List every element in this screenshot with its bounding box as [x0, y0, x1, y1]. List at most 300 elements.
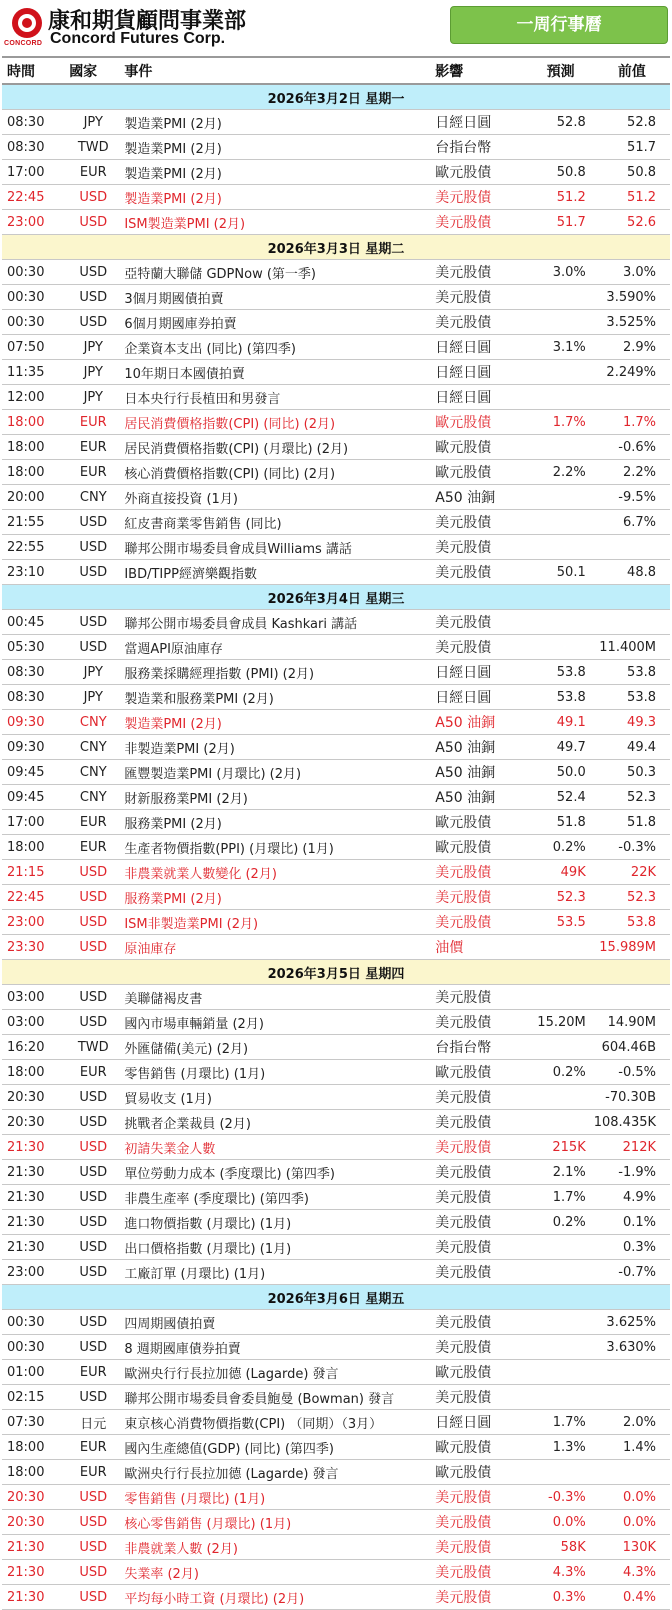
event-row: [2, 1485, 670, 1510]
event-name: 居民消費價格指數(CPI) (同比) (2月): [121, 410, 435, 435]
event-forecast: 0.2%: [528, 835, 594, 860]
event-market: 美元股債: [435, 1585, 527, 1610]
event-time: 08:30: [2, 660, 65, 685]
event-previous: 52.8: [594, 110, 670, 135]
event-country: USD: [65, 285, 121, 310]
event-forecast: [528, 1460, 594, 1485]
event-time: 20:30: [2, 1085, 65, 1110]
event-row: [2, 1010, 670, 1035]
event-market: 美元股債: [435, 1110, 527, 1135]
event-country: CNY: [65, 735, 121, 760]
event-market: 美元股債: [435, 1560, 527, 1585]
event-time: 21:15: [2, 860, 65, 885]
event-time: 21:30: [2, 1235, 65, 1260]
event-name: 四周期國債拍賣: [121, 1310, 435, 1335]
event-previous: 51.8: [594, 810, 670, 835]
event-time: 08:30: [2, 135, 65, 160]
event-time: 18:00: [2, 1060, 65, 1085]
day-label: 2026年3月4日 星期三: [2, 585, 670, 610]
company-name-en: Concord Futures Corp.: [50, 30, 226, 47]
col-header-time: 時間: [2, 57, 65, 84]
event-market: 美元股債: [435, 985, 527, 1010]
event-time: 00:30: [2, 285, 65, 310]
event-market: 歐元股債: [435, 160, 527, 185]
event-market: 美元股債: [435, 1135, 527, 1160]
event-time: 21:30: [2, 1135, 65, 1160]
event-time: 05:30: [2, 635, 65, 660]
event-country: USD: [65, 310, 121, 335]
event-country: CNY: [65, 710, 121, 735]
event-market: 美元股債: [435, 1010, 527, 1035]
event-market: 美元股債: [435, 910, 527, 935]
event-previous: 22K: [594, 860, 670, 885]
event-row: [2, 1135, 670, 1160]
event-time: 20:30: [2, 1485, 65, 1510]
event-forecast: [528, 1110, 594, 1135]
event-row: [2, 735, 670, 760]
event-row: [2, 635, 670, 660]
event-row: [2, 185, 670, 210]
event-previous: -0.3%: [594, 835, 670, 860]
event-name: 外匯儲備(美元) (2月): [121, 1035, 435, 1060]
event-forecast: 50.8: [528, 160, 594, 185]
event-previous: [594, 535, 670, 560]
event-row: [2, 935, 670, 960]
event-forecast: [528, 1310, 594, 1335]
event-row: [2, 360, 670, 385]
event-market: A50 油銅: [435, 785, 527, 810]
event-market: 歐元股債: [435, 1060, 527, 1085]
event-name: 工廠訂單 (月環比) (1月): [121, 1260, 435, 1285]
event-forecast: 49.1: [528, 710, 594, 735]
event-market: 美元股債: [435, 535, 527, 560]
event-forecast: [528, 1360, 594, 1385]
event-market: 美元股債: [435, 1210, 527, 1235]
event-forecast: [528, 310, 594, 335]
event-market: 美元股債: [435, 1310, 527, 1335]
event-time: 03:00: [2, 1010, 65, 1035]
event-country: USD: [65, 910, 121, 935]
event-forecast: 4.3%: [528, 1560, 594, 1585]
event-row: [2, 1410, 670, 1435]
event-time: 00:30: [2, 1335, 65, 1360]
event-forecast: 58K: [528, 1535, 594, 1560]
event-time: 08:30: [2, 685, 65, 710]
event-name: 生產者物價指數(PPI) (月環比) (1月): [121, 835, 435, 860]
event-forecast: [528, 610, 594, 635]
event-previous: 4.9%: [594, 1185, 670, 1210]
event-name: 企業資本支出 (同比) (第四季): [121, 335, 435, 360]
event-row: [2, 1310, 670, 1335]
event-time: 00:30: [2, 260, 65, 285]
event-name: 3個月期國債拍賣: [121, 285, 435, 310]
event-country: USD: [65, 1260, 121, 1285]
event-previous: [594, 385, 670, 410]
event-name: 核心消費價格指數(CPI) (同比) (2月): [121, 460, 435, 485]
event-previous: -9.5%: [594, 485, 670, 510]
event-country: TWD: [65, 1035, 121, 1060]
event-time: 21:55: [2, 510, 65, 535]
event-time: 11:35: [2, 360, 65, 385]
event-market: 美元股債: [435, 1160, 527, 1185]
event-previous: 0.4%: [594, 1585, 670, 1610]
event-forecast: 0.2%: [528, 1060, 594, 1085]
event-country: EUR: [65, 460, 121, 485]
event-country: USD: [65, 1210, 121, 1235]
event-previous: 3.625%: [594, 1310, 670, 1335]
day-label: 2026年3月6日 星期五: [2, 1285, 670, 1310]
event-market: 美元股債: [435, 1485, 527, 1510]
event-forecast: 53.8: [528, 660, 594, 685]
event-forecast: 1.7%: [528, 1185, 594, 1210]
event-name: 聯邦公開市場委員會成員 Kashkari 講話: [121, 610, 435, 635]
event-forecast: [528, 385, 594, 410]
event-market: A50 油銅: [435, 710, 527, 735]
event-row: [2, 1035, 670, 1060]
event-time: 09:45: [2, 760, 65, 785]
event-country: USD: [65, 1010, 121, 1035]
event-market: A50 油銅: [435, 760, 527, 785]
event-name: 外商直接投資 (1月): [121, 485, 435, 510]
event-row: [2, 860, 670, 885]
event-country: USD: [65, 560, 121, 585]
event-market: 美元股債: [435, 1260, 527, 1285]
event-name: 非農業就業人數變化 (2月): [121, 860, 435, 885]
event-name: ISM製造業PMI (2月): [121, 210, 435, 235]
event-time: 20:30: [2, 1510, 65, 1535]
event-country: USD: [65, 1310, 121, 1335]
event-country: EUR: [65, 435, 121, 460]
event-time: 23:10: [2, 560, 65, 585]
event-country: EUR: [65, 810, 121, 835]
event-forecast: 1.3%: [528, 1435, 594, 1460]
event-country: USD: [65, 1160, 121, 1185]
event-market: 歐元股債: [435, 1435, 527, 1460]
event-name: 紅皮書商業零售銷售 (同比): [121, 510, 435, 535]
col-header-event: 事件: [121, 57, 435, 84]
event-country: EUR: [65, 1460, 121, 1485]
event-previous: 50.3: [594, 760, 670, 785]
event-forecast: 51.8: [528, 810, 594, 835]
event-row: [2, 110, 670, 135]
event-time: 22:55: [2, 535, 65, 560]
event-name: 服務業PMI (2月): [121, 885, 435, 910]
event-row: [2, 535, 670, 560]
event-country: USD: [65, 1085, 121, 1110]
event-row: [2, 510, 670, 535]
event-market: 台指台幣: [435, 1035, 527, 1060]
event-previous: 53.8: [594, 660, 670, 685]
event-forecast: -0.3%: [528, 1485, 594, 1510]
event-name: 零售銷售 (月環比) (1月): [121, 1485, 435, 1510]
event-country: USD: [65, 535, 121, 560]
event-market: 美元股債: [435, 860, 527, 885]
event-time: 09:30: [2, 735, 65, 760]
event-previous: 0.3%: [594, 1235, 670, 1260]
event-market: 日經日圓: [435, 1410, 527, 1435]
event-previous: -0.5%: [594, 1060, 670, 1085]
event-row: [2, 560, 670, 585]
event-market: 日經日圓: [435, 660, 527, 685]
event-name: 服務業採購經理指數 (PMI) (2月): [121, 660, 435, 685]
event-name: 製造業PMI (2月): [121, 710, 435, 735]
event-forecast: 50.0: [528, 760, 594, 785]
event-country: CNY: [65, 760, 121, 785]
event-country: EUR: [65, 160, 121, 185]
event-name: 聯邦公開市場委員會成員Williams 講話: [121, 535, 435, 560]
event-row: [2, 610, 670, 635]
event-market: 歐元股債: [435, 460, 527, 485]
event-market: 美元股債: [435, 1185, 527, 1210]
event-country: USD: [65, 610, 121, 635]
page-header: [0, 0, 672, 55]
event-row: [2, 1260, 670, 1285]
event-previous: -0.6%: [594, 435, 670, 460]
event-previous: 1.4%: [594, 1435, 670, 1460]
event-previous: [594, 610, 670, 635]
event-name: 製造業PMI (2月): [121, 135, 435, 160]
event-name: 居民消費價格指數(CPI) (月環比) (2月): [121, 435, 435, 460]
event-forecast: 215K: [528, 1135, 594, 1160]
event-country: JPY: [65, 360, 121, 385]
event-row: [2, 910, 670, 935]
event-name: 匯豐製造業PMI (月環比) (2月): [121, 760, 435, 785]
event-market: 歐元股債: [435, 410, 527, 435]
event-forecast: [528, 1235, 594, 1260]
event-market: 美元股債: [435, 560, 527, 585]
event-country: USD: [65, 935, 121, 960]
event-country: USD: [65, 510, 121, 535]
event-time: 00:30: [2, 310, 65, 335]
event-forecast: 1.7%: [528, 410, 594, 435]
event-time: 09:45: [2, 785, 65, 810]
event-time: 20:00: [2, 485, 65, 510]
event-previous: 52.6: [594, 210, 670, 235]
event-name: 製造業PMI (2月): [121, 160, 435, 185]
event-country: USD: [65, 210, 121, 235]
event-row: [2, 885, 670, 910]
event-time: 07:30: [2, 1410, 65, 1435]
event-previous: 51.2: [594, 185, 670, 210]
event-country: USD: [65, 635, 121, 660]
event-time: 12:00: [2, 385, 65, 410]
event-market: A50 油銅: [435, 735, 527, 760]
event-country: USD: [65, 1585, 121, 1610]
event-market: 美元股債: [435, 1235, 527, 1260]
event-time: 23:00: [2, 210, 65, 235]
event-country: EUR: [65, 1435, 121, 1460]
event-forecast: 3.0%: [528, 260, 594, 285]
event-name: 核心零售銷售 (月環比) (1月): [121, 1510, 435, 1535]
event-row: [2, 1360, 670, 1385]
event-previous: 3.590%: [594, 285, 670, 310]
event-name: 日本央行行長植田和男發言: [121, 385, 435, 410]
event-time: 22:45: [2, 185, 65, 210]
event-previous: 1.7%: [594, 410, 670, 435]
calendar-body: [2, 84, 670, 1610]
event-row: [2, 460, 670, 485]
event-name: 6個月期國庫券拍賣: [121, 310, 435, 335]
event-previous: 53.8: [594, 910, 670, 935]
event-forecast: 52.3: [528, 885, 594, 910]
event-forecast: 3.1%: [528, 335, 594, 360]
event-forecast: [528, 635, 594, 660]
event-market: 美元股債: [435, 1085, 527, 1110]
day-header-row: [2, 84, 670, 110]
event-time: 09:30: [2, 710, 65, 735]
event-forecast: 53.5: [528, 910, 594, 935]
event-market: 美元股債: [435, 510, 527, 535]
event-market: 美元股債: [435, 1510, 527, 1535]
event-time: 23:00: [2, 1260, 65, 1285]
day-label: 2026年3月3日 星期二: [2, 235, 670, 260]
economic-calendar-table: [2, 56, 670, 1610]
event-name: 10年期日本國債拍賣: [121, 360, 435, 385]
event-row: [2, 335, 670, 360]
event-country: USD: [65, 1560, 121, 1585]
event-forecast: [528, 1335, 594, 1360]
event-country: USD: [65, 1535, 121, 1560]
event-name: 歐洲央行行長拉加德 (Lagarde) 發言: [121, 1460, 435, 1485]
event-time: 18:00: [2, 410, 65, 435]
event-time: 21:30: [2, 1160, 65, 1185]
event-previous: 108.435K: [594, 1110, 670, 1135]
event-market: 美元股債: [435, 260, 527, 285]
event-previous: 51.7: [594, 135, 670, 160]
event-country: USD: [65, 985, 121, 1010]
event-time: 17:00: [2, 160, 65, 185]
event-market: 日經日圓: [435, 110, 527, 135]
event-country: USD: [65, 1110, 121, 1135]
event-country: USD: [65, 860, 121, 885]
event-market: 美元股債: [435, 210, 527, 235]
concord-logo-icon: [12, 8, 42, 38]
event-country: USD: [65, 1335, 121, 1360]
event-name: 非農生產率 (季度環比) (第四季): [121, 1185, 435, 1210]
event-time: 17:00: [2, 810, 65, 835]
event-time: 20:30: [2, 1110, 65, 1135]
event-time: 01:00: [2, 1360, 65, 1385]
event-previous: 0.0%: [594, 1510, 670, 1535]
event-country: USD: [65, 1385, 121, 1410]
event-forecast: 52.4: [528, 785, 594, 810]
event-forecast: 2.1%: [528, 1160, 594, 1185]
event-row: [2, 1510, 670, 1535]
event-name: IBD/TIPP經濟樂觀指數: [121, 560, 435, 585]
event-forecast: [528, 1035, 594, 1060]
event-previous: [594, 1385, 670, 1410]
event-time: 18:00: [2, 460, 65, 485]
event-forecast: [528, 510, 594, 535]
event-country: USD: [65, 1510, 121, 1535]
event-previous: 6.7%: [594, 510, 670, 535]
event-market: 美元股債: [435, 885, 527, 910]
event-country: USD: [65, 885, 121, 910]
event-forecast: [528, 135, 594, 160]
event-name: 8 週期國庫債券拍賣: [121, 1335, 435, 1360]
day-header-row: [2, 585, 670, 610]
event-previous: -1.9%: [594, 1160, 670, 1185]
event-market: A50 油銅: [435, 485, 527, 510]
day-header-row: [2, 960, 670, 985]
event-forecast: 52.8: [528, 110, 594, 135]
event-name: 原油庫存: [121, 935, 435, 960]
event-forecast: [528, 1385, 594, 1410]
event-row: [2, 1435, 670, 1460]
col-header-market: 影響: [435, 57, 527, 84]
event-name: 零售銷售 (月環比) (1月): [121, 1060, 435, 1085]
event-country: USD: [65, 1135, 121, 1160]
event-time: 21:30: [2, 1185, 65, 1210]
event-row: [2, 810, 670, 835]
event-previous: 11.400M: [594, 635, 670, 660]
event-row: [2, 710, 670, 735]
event-previous: 0.0%: [594, 1485, 670, 1510]
event-market: 美元股債: [435, 1535, 527, 1560]
event-market: 日經日圓: [435, 335, 527, 360]
event-previous: [594, 1360, 670, 1385]
event-row: [2, 685, 670, 710]
event-name: 美聯儲褐皮書: [121, 985, 435, 1010]
event-forecast: 0.0%: [528, 1510, 594, 1535]
event-forecast: [528, 985, 594, 1010]
event-previous: 130K: [594, 1535, 670, 1560]
event-market: 油價: [435, 935, 527, 960]
event-row: [2, 785, 670, 810]
event-row: [2, 660, 670, 685]
event-forecast: [528, 1260, 594, 1285]
event-name: 聯邦公開市場委員會委員鮑曼 (Bowman) 發言: [121, 1385, 435, 1410]
col-header-country: 國家: [65, 57, 121, 84]
event-row: [2, 385, 670, 410]
event-row: [2, 1160, 670, 1185]
event-name: 單位勞動力成本 (季度環比) (第四季): [121, 1160, 435, 1185]
event-row: [2, 1235, 670, 1260]
event-market: 歐元股債: [435, 435, 527, 460]
event-name: 製造業PMI (2月): [121, 110, 435, 135]
event-market: 台指台幣: [435, 135, 527, 160]
event-row: [2, 160, 670, 185]
event-forecast: 2.2%: [528, 460, 594, 485]
event-country: USD: [65, 1185, 121, 1210]
event-name: 失業率 (2月): [121, 1560, 435, 1585]
event-row: [2, 310, 670, 335]
event-time: 02:15: [2, 1385, 65, 1410]
event-forecast: 0.2%: [528, 1210, 594, 1235]
day-label: 2026年3月2日 星期一: [2, 84, 670, 110]
col-header-forecast: 預測: [528, 57, 594, 84]
event-name: 非製造業PMI (2月): [121, 735, 435, 760]
event-country: USD: [65, 185, 121, 210]
event-time: 18:00: [2, 1460, 65, 1485]
event-country: USD: [65, 1235, 121, 1260]
event-name: 國內市場車輛銷量 (2月): [121, 1010, 435, 1035]
event-previous: 2.2%: [594, 460, 670, 485]
event-name: 非農就業人數 (2月): [121, 1535, 435, 1560]
event-name: 國內生產總值(GDP) (同比) (第四季): [121, 1435, 435, 1460]
event-time: 18:00: [2, 835, 65, 860]
event-name: 亞特蘭大聯儲 GDPNow (第一季): [121, 260, 435, 285]
event-time: 23:00: [2, 910, 65, 935]
event-previous: 212K: [594, 1135, 670, 1160]
company-name-zh: 康和期貨顧問事業部: [48, 9, 247, 34]
event-name: 貿易收支 (1月): [121, 1085, 435, 1110]
event-row: [2, 435, 670, 460]
event-country: EUR: [65, 1060, 121, 1085]
event-previous: 52.3: [594, 885, 670, 910]
event-time: 00:30: [2, 1310, 65, 1335]
event-name: ISM非製造業PMI (2月): [121, 910, 435, 935]
